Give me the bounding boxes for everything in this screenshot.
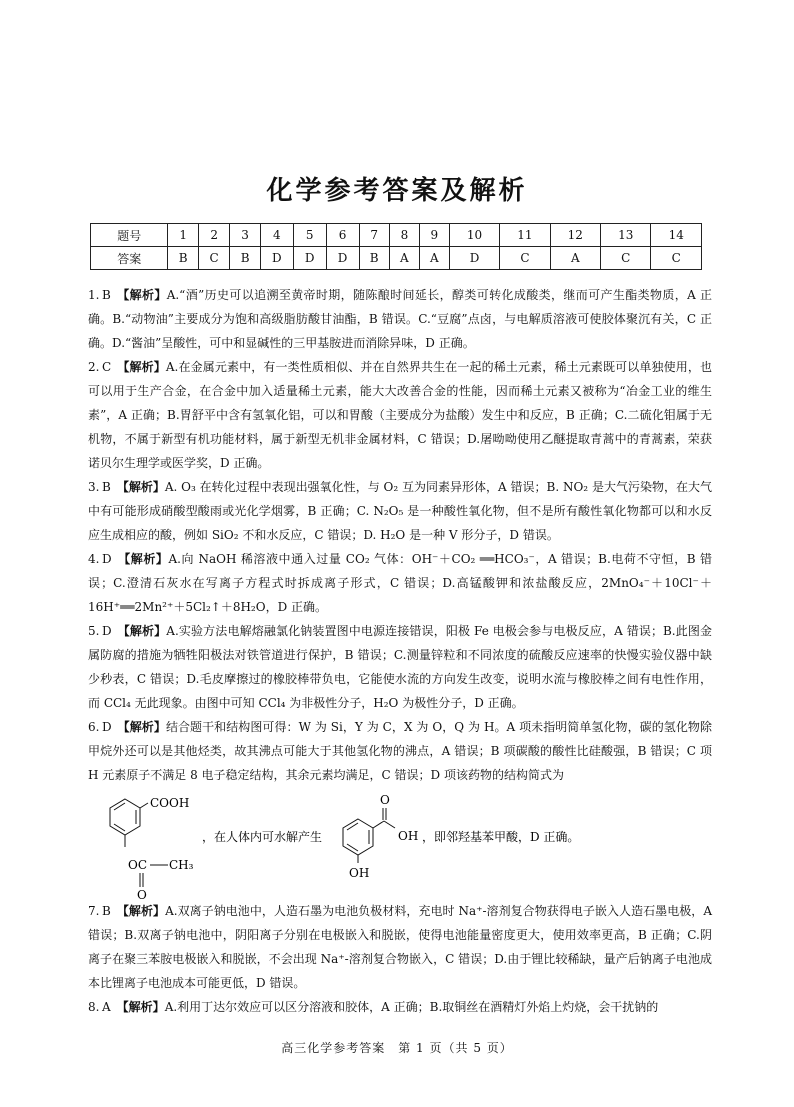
answer-cell: C [198,247,230,270]
question-number-cell: 9 [419,224,449,247]
explanation-item [88,995,712,1019]
answer-cell: D [449,247,499,270]
oc-label: OC [128,858,148,872]
acid-o-label: O [380,793,390,807]
question-number-cell: 4 [260,224,293,247]
answer-table [90,223,702,270]
analysis-text: A.利用丁达尔效应可以区分溶液和胶体，A 正确；B.取铜丝在酒精灯外焰上灼烧，会干扰钠的 [164,1000,659,1014]
item-number: 4. [88,552,100,566]
analysis-tag: 【解析】 [116,480,165,494]
analysis-text: A. O₃ 在转化过程中表现出强氧化性，与 O₂ 互为同素异形体，A 错误；B. NO₂ 是大气污染物，在大气中有可能形成硝酸型酸雨或光化学烟雾，B 正确；C. N₂O₅ 是一种酸性氧化物，但不是所有酸性氧化物都可以和水反应生成相应的酸，例如 SiO₂ 不和水反应，C 错误；D. H₂O 是一种 V 形分子，D 错误。 [88,480,712,542]
explanation-item [88,355,712,475]
question-number-cell: 1 [168,224,198,247]
item-answer: B [102,480,111,494]
explanation-item [88,715,712,787]
question-number-cell: 12 [550,224,600,247]
answer-cell: C [500,247,550,270]
item-answer: B [102,288,111,302]
answer-cell: B [168,247,198,270]
item-answer: B [102,904,111,918]
answer-cell: B [359,247,389,270]
analysis-text: 结合题干和结构图可得：W 为 Si，Y 为 C，X 为 O，Q 为 H。A 项未指明简单氢化物，碳的氢化物除甲烷外还可以是其他烃类，故其沸点可能大于其他氢化物的沸点，A 错误；B 项碳酸的酸性比硅酸强，B 错误；C 项 H 元素原子不满足 8 电子稳定结构，其余元素均满足，C 错误；D 项该药物的结构简式为 [88,720,712,782]
analysis-text: A.在金属元素中，有一类性质相似、并在自然界共生在一起的稀土元素，稀土元素既可以单独使用，也可以用于生产合金，在合金中加入适量稀土元素，能大大改善合金的性能，因而稀土元素又被称为“冶金工业的维生素”，A 正确；B.胃舒平中含有氢氧化铝，可以和胃酸（主要成分为盐酸）发生中和反应，B 正确；C.二硫化钼属于无机物，不属于新型有机功能材料，属于新型无机非金属材料，C 错误；D.屠呦呦使用乙醚提取青蒿中的青蒿素，荣获诺贝尔生理学或医学奖，D 正确。 [88,360,712,470]
acid-oh-label: OH [398,829,419,843]
question-number-cell: 2 [198,224,230,247]
item-answer: C [102,360,112,374]
answer-cell: C [651,247,702,270]
analysis-tag: 【解析】 [117,624,167,638]
answer-cell: A [550,247,600,270]
structure-figure [88,787,712,899]
salicylic-acid-structure [343,808,395,863]
page-title: 化学参考答案及解析 [266,176,528,206]
answer-cell: A [419,247,449,270]
answer-cell: D [326,247,359,270]
analysis-tag: 【解析】 [116,904,166,918]
cooh-label: COOH [150,796,190,810]
hydrolysis-text: ，在人体内可水解产生 [202,830,323,844]
analysis-tag: 【解析】 [116,288,167,302]
row-label: 题号 [91,224,168,247]
explanation-item [88,619,712,715]
analysis-text: A.向 NaOH 稀溶液中通入过量 CO₂ 气体：OH⁻＋CO₂ ══HCO₃⁻，A 错误；B.电荷不守恒，B 错误；C.澄清石灰水在写离子方程式时拆成离子形式，C 错误；D.高锰酸钾和浓盐酸反应，2MnO₄⁻＋10Cl⁻＋16H⁺══2Mn²⁺＋5Cl₂↑＋8H₂O，D 正确。 [88,552,712,614]
analysis-tag: 【解析】 [117,552,169,566]
question-number-cell: 5 [293,224,326,247]
answer-cell: D [293,247,326,270]
explanations [88,283,712,1019]
explanation-item [88,899,712,995]
explanation-item [88,283,712,355]
question-number-cell: 8 [389,224,419,247]
carbonyl-o-label: O [137,888,147,899]
conclusion-text: ，即邻羟基苯甲酸，D 正确。 [422,830,580,844]
analysis-text: A.实验方法电解熔融氯化钠装置图中电源连接错误，阳极 Fe 电极会参与电极反应，A 错误；B.此图金属防腐的措施为牺牲阳极法对铁管道进行保护，B 错误；C.测量锌粒和不同浓度的硫酸反应速率的快慢实验仪器中缺少秒表，C 错误；D.毛皮摩擦过的橡胶棒带负电，它能使水流的方向发生改变，说明水流与橡胶棒之间有电性作用，而 CCl₄ 无此现象。由图中可知 CCl₄ 为非极性分子，H₂O 为极性分子，D 正确。 [88,624,712,710]
analysis-tag: 【解析】 [116,1000,165,1014]
row-label: 答案 [91,247,168,270]
page-footer: 高三化学参考答案 第 1 页（共 5 页） [281,1041,513,1055]
item-number: 5. [88,624,100,638]
question-number-cell: 7 [359,224,389,247]
question-number-cell: 11 [500,224,550,247]
item-answer: D [102,552,112,566]
answer-cell: C [601,247,651,270]
question-number-cell: 6 [326,224,359,247]
item-answer: A [102,1000,111,1014]
explanation-item [88,547,712,619]
answer-cell: D [260,247,293,270]
analysis-text: A.“酒”历史可以追溯至黄帝时期，随陈酿时间延长，醇类可转化成酸类，继而可产生酯类物质，A 正确。B.“动物油”主要成分为饱和高级脂肪酸甘油酯，B 错误。C.“豆腐”点卤，与电解质溶液可使胶体聚沉有关，C 正确。D.“酱油”呈酸性，可中和显碱性的三甲基胺进而消除异味，D 正确。 [88,288,712,350]
analysis-tag: 【解析】 [117,360,166,374]
answer-cell: B [230,247,260,270]
answer-cell: A [389,247,419,270]
analysis-text: A.双离子钠电池中，人造石墨为电池负极材料，充电时 Na⁺-溶剂复合物获得电子嵌入人造石墨电极，A 错误；B.双离子钠电池中，阴阳离子分别在电极嵌入和脱嵌，使得电池能量密度更大，使用效率更高，B 正确；C.阴离子在聚三苯胺电极嵌入和脱嵌，不会出现 Na⁺-溶剂复合物嵌入，C 错误；D.由于锂比较稀缺，量产后钠离子电池成本比锂离子电池成本可能更低，D 错误。 [88,904,712,990]
item-6-structures [88,787,712,899]
item-number: 3. [88,480,100,494]
question-number-cell: 14 [651,224,702,247]
item-answer: D [102,720,112,734]
analysis-tag: 【解析】 [117,720,166,734]
question-number-row [91,224,702,247]
question-number-cell: 13 [601,224,651,247]
item-number: 6. [88,720,100,734]
question-number-cell: 3 [230,224,260,247]
item-number: 7. [88,904,100,918]
item-answer: D [102,624,112,638]
item-number: 1. [88,288,100,302]
item-number: 2. [88,360,100,374]
ch3-label: CH₃ [169,858,194,872]
answer-row [91,247,702,270]
explanation-item [88,475,712,547]
question-number-cell: 10 [449,224,499,247]
phenol-oh-label: OH [349,866,370,880]
item-number: 8. [88,1000,100,1014]
aspirin-structure [110,799,168,887]
